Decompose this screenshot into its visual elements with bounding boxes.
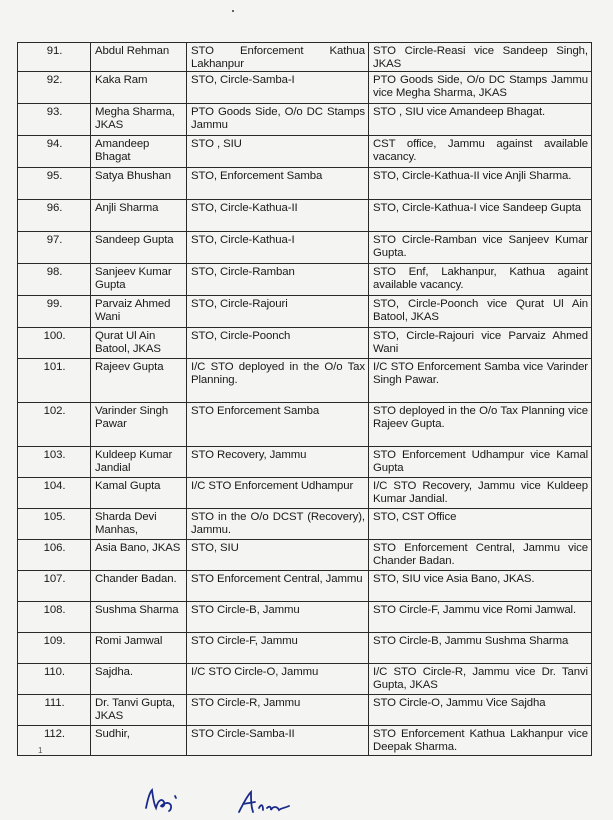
serial-number-cell: 108. [18, 602, 91, 633]
table-row [18, 296, 592, 328]
posted-to-cell: CST office, Jammu against available vacancy. [369, 136, 592, 168]
employee-name-cell: Sajdha. [91, 664, 187, 695]
posted-to-cell: STO Circle-Reasi vice Sandeep Singh, JKAS [369, 43, 592, 72]
serial-number-cell: 101. [18, 359, 91, 403]
employee-name-cell: Kaka Ram [91, 72, 187, 104]
table-row [18, 633, 592, 664]
serial-number-cell: 93. [18, 104, 91, 136]
table-row [18, 359, 592, 403]
table-row [18, 403, 592, 447]
posted-from-cell: STO Enforcement Kathua Lakhanpur [187, 43, 369, 72]
posted-from-cell: I/C STO Enforcement Udhampur [187, 478, 369, 509]
employee-name-cell: Chander Badan. [91, 571, 187, 602]
employee-name-cell: Qurat Ul Ain Batool, JKAS [91, 328, 187, 359]
posted-to-cell: I/C STO Recovery, Jammu vice Kuldeep Kumar Jandial. [369, 478, 592, 509]
employee-name-cell: Rajeev Gupta [91, 359, 187, 403]
posted-to-cell: STO Circle-O, Jammu Vice Sajdha [369, 695, 592, 726]
posted-to-cell: STO Enforcement Kathua Lakhanpur vice Deepak Sharma. [369, 726, 592, 756]
posted-from-cell: STO, Circle-Kathua-II [187, 200, 369, 232]
serial-number-cell: 99. [18, 296, 91, 328]
serial-number-cell: 109. [18, 633, 91, 664]
table-row [18, 43, 592, 72]
serial-number-cell: 104. [18, 478, 91, 509]
employee-name-cell: Varinder Singh Pawar [91, 403, 187, 447]
employee-name-cell: Megha Sharma, JKAS [91, 104, 187, 136]
posted-from-cell: STO Circle-F, Jammu [187, 633, 369, 664]
table-row [18, 664, 592, 695]
posted-from-cell: STO Circle-R, Jammu [187, 695, 369, 726]
serial-number-cell: 102. [18, 403, 91, 447]
employee-name-cell: Sudhir, [91, 726, 187, 756]
posted-to-cell: STO Circle-F, Jammu vice Romi Jamwal. [369, 602, 592, 633]
serial-number-cell: 94. [18, 136, 91, 168]
posted-to-cell: STO Enf, Lakhanpur, Kathua againt available vacancy. [369, 264, 592, 296]
transfer-table-body [18, 43, 592, 756]
posted-from-cell: STO, Circle-Samba-I [187, 72, 369, 104]
employee-name-cell: Asia Bano, JKAS [91, 540, 187, 571]
table-row [18, 232, 592, 264]
table-row [18, 571, 592, 602]
posted-to-cell: STO, CST Office [369, 509, 592, 540]
table-row [18, 168, 592, 200]
posted-to-cell: STO , SIU vice Amandeep Bhagat. [369, 104, 592, 136]
employee-name-cell: Amandeep Bhagat [91, 136, 187, 168]
posted-from-cell: STO, Circle-Ramban [187, 264, 369, 296]
table-row [18, 72, 592, 104]
posted-to-cell: STO, Circle-Kathua-I vice Sandeep Gupta [369, 200, 592, 232]
serial-number-cell: 112. [18, 726, 91, 756]
employee-name-cell: Kuldeep Kumar Jandial [91, 447, 187, 478]
serial-number-cell: 107. [18, 571, 91, 602]
posted-to-cell: STO Circle-B, Jammu Sushma Sharma [369, 633, 592, 664]
posted-to-cell: STO, Circle-Rajouri vice Parvaiz Ahmed Wani [369, 328, 592, 359]
posted-from-cell: I/C STO Circle-O, Jammu [187, 664, 369, 695]
scan-dot [232, 10, 234, 12]
employee-name-cell: Sandeep Gupta [91, 232, 187, 264]
table-row [18, 136, 592, 168]
serial-number-cell: 95. [18, 168, 91, 200]
posted-to-cell: STO, SIU vice Asia Bano, JKAS. [369, 571, 592, 602]
serial-number-cell: 103. [18, 447, 91, 478]
signature-2 [233, 786, 293, 816]
serial-number-cell: 91. [18, 43, 91, 72]
posted-to-cell: STO Circle-Ramban vice Sanjeev Kumar Gupta. [369, 232, 592, 264]
serial-number-cell: 92. [18, 72, 91, 104]
posted-from-cell: STO Recovery, Jammu [187, 447, 369, 478]
serial-number-cell: 98. [18, 264, 91, 296]
employee-name-cell: Romi Jamwal [91, 633, 187, 664]
posted-from-cell: I/C STO deployed in the O/o Tax Planning. [187, 359, 369, 403]
employee-name-cell: Abdul Rehman [91, 43, 187, 72]
posted-to-cell: PTO Goods Side, O/o DC Stamps Jammu vice Megha Sharma, JKAS [369, 72, 592, 104]
posted-from-cell: STO , SIU [187, 136, 369, 168]
serial-number-cell: 111. [18, 695, 91, 726]
table-row [18, 540, 592, 571]
employee-name-cell: Sharda Devi Manhas, [91, 509, 187, 540]
table-row [18, 509, 592, 540]
serial-number-cell: 97. [18, 232, 91, 264]
table-row [18, 328, 592, 359]
posted-from-cell: STO, Circle-Rajouri [187, 296, 369, 328]
serial-number-cell: 105. [18, 509, 91, 540]
employee-name-cell: Sushma Sharma [91, 602, 187, 633]
table-row [18, 602, 592, 633]
employee-name-cell: Satya Bhushan [91, 168, 187, 200]
posted-from-cell: STO, Circle-Kathua-I [187, 232, 369, 264]
posted-to-cell: STO, Circle-Kathua-II vice Anjli Sharma. [369, 168, 592, 200]
employee-name-cell: Kamal Gupta [91, 478, 187, 509]
table-row [18, 695, 592, 726]
employee-name-cell: Dr. Tanvi Gupta, JKAS [91, 695, 187, 726]
posted-to-cell: STO, Circle-Poonch vice Qurat Ul Ain Batool, JKAS [369, 296, 592, 328]
margin-mark: 1 [38, 746, 43, 755]
posted-from-cell: STO Enforcement Samba [187, 403, 369, 447]
table-row [18, 104, 592, 136]
posted-to-cell: STO Enforcement Central, Jammu vice Chander Badan. [369, 540, 592, 571]
posted-from-cell: STO Enforcement Central, Jammu [187, 571, 369, 602]
transfer-table [17, 42, 592, 756]
table-row [18, 726, 592, 756]
posted-from-cell: STO, Enforcement Samba [187, 168, 369, 200]
posted-from-cell: STO, Circle-Poonch [187, 328, 369, 359]
posted-from-cell: STO Circle-Samba-II [187, 726, 369, 756]
table-row [18, 447, 592, 478]
table-row [18, 478, 592, 509]
posted-from-cell: PTO Goods Side, O/o DC Stamps Jammu [187, 104, 369, 136]
posted-to-cell: I/C STO Circle-R, Jammu vice Dr. Tanvi Gupta, JKAS [369, 664, 592, 695]
posted-from-cell: STO, SIU [187, 540, 369, 571]
employee-name-cell: Sanjeev Kumar Gupta [91, 264, 187, 296]
serial-number-cell: 106. [18, 540, 91, 571]
posted-from-cell: STO in the O/o DCST (Recovery), Jammu. [187, 509, 369, 540]
serial-number-cell: 100. [18, 328, 91, 359]
posted-to-cell: I/C STO Enforcement Samba vice Varinder Singh Pawar. [369, 359, 592, 403]
employee-name-cell: Parvaiz Ahmed Wani [91, 296, 187, 328]
employee-name-cell: Anjli Sharma [91, 200, 187, 232]
table-row [18, 264, 592, 296]
serial-number-cell: 110. [18, 664, 91, 695]
signature-1 [142, 784, 182, 816]
posted-from-cell: STO Circle-B, Jammu [187, 602, 369, 633]
posted-to-cell: STO deployed in the O/o Tax Planning vice Rajeev Gupta. [369, 403, 592, 447]
serial-number-cell: 96. [18, 200, 91, 232]
table-row [18, 200, 592, 232]
posted-to-cell: STO Enforcement Udhampur vice Kamal Gupta [369, 447, 592, 478]
